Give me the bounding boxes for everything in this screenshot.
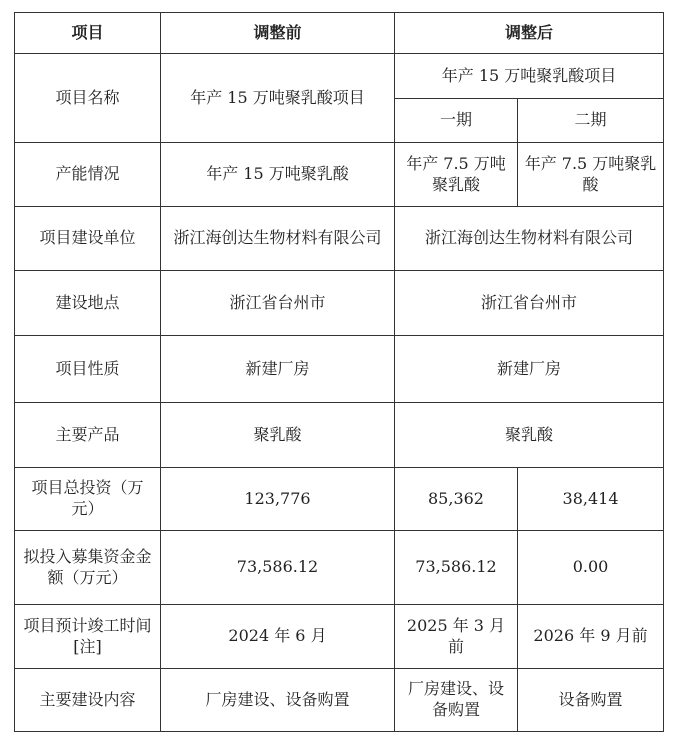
- cell-phase2: 0.00: [518, 531, 664, 605]
- row-label: 拟投入募集资金金额（万元）: [15, 531, 161, 605]
- cell-before: 年产 15 万吨聚乳酸项目: [161, 54, 395, 143]
- row-label: 建设地点: [15, 271, 161, 336]
- row-label: 项目性质: [15, 336, 161, 403]
- row-label: 主要建设内容: [15, 669, 161, 732]
- cell-before: 年产 15 万吨聚乳酸: [161, 143, 395, 207]
- cell-after: 浙江省台州市: [395, 271, 664, 336]
- table-row: [15, 403, 664, 468]
- row-label: 产能情况: [15, 143, 161, 207]
- table-row: [15, 531, 664, 605]
- table-row: [15, 336, 664, 403]
- cell-before: 聚乳酸: [161, 403, 395, 468]
- cell-phase1: 85,362: [395, 468, 518, 531]
- table-row: [15, 669, 664, 732]
- cell-before: 浙江海创达生物材料有限公司: [161, 207, 395, 271]
- row-label: 项目预计竣工时间[注]: [15, 605, 161, 669]
- cell-after: 聚乳酸: [395, 403, 664, 468]
- row-label: 主要产品: [15, 403, 161, 468]
- cell-before: 2024 年 6 月: [161, 605, 395, 669]
- header-before: 调整前: [161, 13, 395, 54]
- cell-before: 123,776: [161, 468, 395, 531]
- cell-phase2: 二期: [518, 99, 664, 143]
- adjustment-table: [14, 12, 664, 732]
- cell-phase1: 73,586.12: [395, 531, 518, 605]
- table-row: [15, 143, 664, 207]
- table-row: [15, 271, 664, 336]
- header-after: 调整后: [395, 13, 664, 54]
- cell-phase2: 2026 年 9 月前: [518, 605, 664, 669]
- cell-phase1: 年产 7.5 万吨聚乳酸: [395, 143, 518, 207]
- cell-before: 新建厂房: [161, 336, 395, 403]
- row-label: 项目总投资（万元）: [15, 468, 161, 531]
- cell-before: 浙江省台州市: [161, 271, 395, 336]
- cell-before: 73,586.12: [161, 531, 395, 605]
- cell-phase1: 2025 年 3 月前: [395, 605, 518, 669]
- cell-phase1: 厂房建设、设备购置: [395, 669, 518, 732]
- cell-phase2: 设备购置: [518, 669, 664, 732]
- cell-after: 新建厂房: [395, 336, 664, 403]
- cell-before: 厂房建设、设备购置: [161, 669, 395, 732]
- header-item: 项目: [15, 13, 161, 54]
- row-label: 项目名称: [15, 54, 161, 143]
- cell-phase1: 一期: [395, 99, 518, 143]
- cell-after: 年产 15 万吨聚乳酸项目: [395, 54, 664, 99]
- table-row: [15, 468, 664, 531]
- header-row: [15, 13, 664, 54]
- row-label: 项目建设单位: [15, 207, 161, 271]
- cell-phase2: 38,414: [518, 468, 664, 531]
- cell-phase2: 年产 7.5 万吨聚乳酸: [518, 143, 664, 207]
- cell-after: 浙江海创达生物材料有限公司: [395, 207, 664, 271]
- table-row: [15, 605, 664, 669]
- table-row: [15, 54, 664, 99]
- table-row: [15, 207, 664, 271]
